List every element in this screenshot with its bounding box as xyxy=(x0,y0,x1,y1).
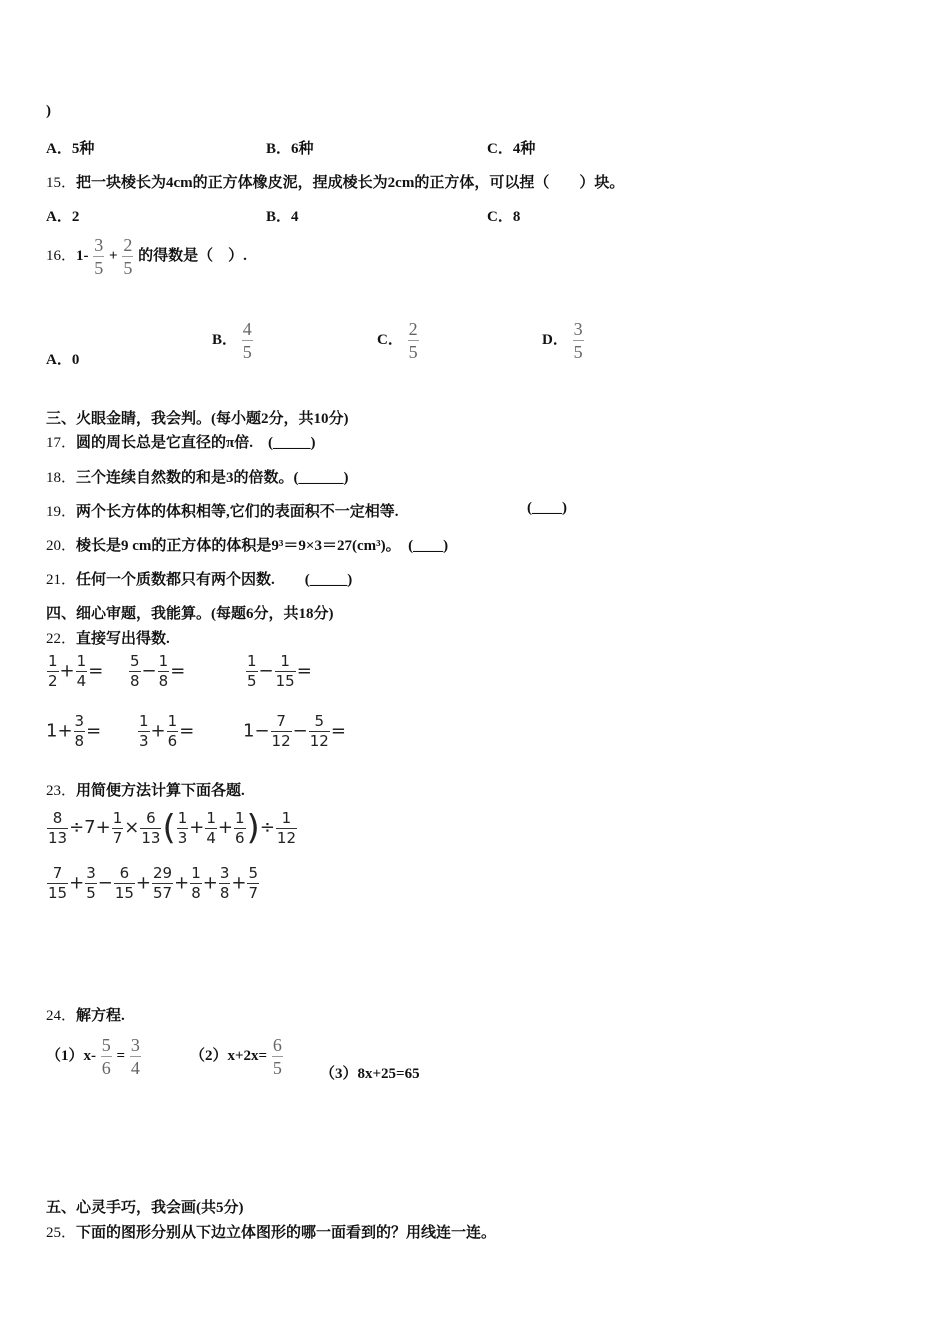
q22-expression-6: 1− $\frac{7}{12}$ − $\frac{5}{12}$ = xyxy=(243,712,346,750)
q14-tail: ) xyxy=(46,103,51,119)
q16-number: 16． xyxy=(46,247,77,264)
section-3-title: 三、火眼金睛，我会判。(每小题2分，共10分) xyxy=(46,411,349,427)
q15-option-a: A．2 xyxy=(46,209,80,225)
q16-option-a: A．0 xyxy=(46,352,80,368)
q16-option-c-fraction: $\frac{2}{5}$ xyxy=(408,319,418,362)
q15-option-b: B．4 xyxy=(266,209,299,225)
q16-option-b-fraction: $\frac{4}{5}$ xyxy=(242,319,252,362)
q15-text: 把一块棱长为4cm的正方体橡皮泥，捏成棱长为2cm的正方体，可以捏（ ）块。 xyxy=(76,175,625,191)
q22-expression-3: $\frac{1}{5}$ − $\frac{1}{15}$ = xyxy=(247,652,312,690)
q22-expression-2: $\frac{5}{8}$ − $\frac{1}{8}$ = xyxy=(130,652,186,690)
q16-plus: + xyxy=(109,247,118,264)
q19: 19．两个长方体的体积相等,它们的表面积不一定相等. xyxy=(46,504,399,520)
q14-option-a: A．5种 xyxy=(46,141,95,157)
q16-option-b: B． $\frac{4}{5}$ xyxy=(212,319,252,362)
q23-question: 23．用简便方法计算下面各题. xyxy=(46,783,245,799)
q25-question: 25．下面的图形分别从下边立体图形的哪一面看到的？用线连一连。 xyxy=(46,1225,497,1241)
section-5-title: 五、心灵手巧，我会画(共5分) xyxy=(46,1200,244,1216)
q16-question xyxy=(46,236,247,277)
q16-option-d-fraction: $\frac{3}{5}$ xyxy=(573,319,583,362)
q16-suffix: 的得数是（ ）. xyxy=(138,247,247,264)
q16-fraction-2: $\frac{2}{5}$ xyxy=(123,235,133,278)
q17: 17．圆的周长总是它直径的π倍. (_____) xyxy=(46,435,316,451)
q14-option-b: B．6种 xyxy=(266,141,314,157)
q22-expression-1: $\frac{1}{2}$ + $\frac{1}{4}$ = xyxy=(48,652,104,690)
q16-option-c: C． $\frac{2}{5}$ xyxy=(377,319,418,362)
q22-question: 22．直接写出得数. xyxy=(46,631,170,647)
q16-prefix: 1- xyxy=(76,247,89,264)
q23-expression-2: $\frac{7}{15}$ + $\frac{3}{5}$ − $\frac{6}{15}$ + $\frac{29}{57}$ + $\frac{1}{8}$ + $\frac{3}{8}$ + $\frac{5}{7}$ xyxy=(48,864,259,902)
q24-equation-2: （2）x+2x= $\frac{6}{5}$ xyxy=(190,1035,282,1078)
q24-question: 24．解方程. xyxy=(46,1008,125,1024)
q22-expression-5: $\frac{1}{3}$ + $\frac{1}{6}$ = xyxy=(139,712,195,750)
q15-number: 15． xyxy=(46,175,77,191)
q20: 20．棱长是9 cm的正方体的体积是9³＝9×3＝27(cm³)。 (____) xyxy=(46,538,449,554)
q14-option-c: C．4种 xyxy=(487,141,536,157)
section-4-title: 四、细心审题，我能算。(每题6分，共18分) xyxy=(46,606,334,622)
q24-equation-1: （1）x- $\frac{5}{6}$ = $\frac{3}{4}$ xyxy=(46,1035,140,1078)
q18: 18．三个连续自然数的和是3的倍数。(______) xyxy=(46,470,349,486)
q21: 21．任何一个质数都只有两个因数. (_____) xyxy=(46,572,353,588)
q16-option-d: D． $\frac{3}{5}$ xyxy=(542,319,583,362)
q19-answer-blank: (____) xyxy=(527,500,567,516)
q15-question xyxy=(46,171,624,192)
q24-equation-3: （3）8x+25=65 xyxy=(320,1066,420,1082)
q16-fraction-1: $\frac{3}{5}$ xyxy=(94,235,104,278)
q15-option-c: C．8 xyxy=(487,209,521,225)
q22-expression-4: 1+ $\frac{3}{8}$ = xyxy=(46,712,102,750)
q23-expression-1: $\frac{8}{13}$ ÷7+ $\frac{1}{7}$ × $\frac{6}{13}$ ( $\frac{1}{3}$ + $\frac{1}{4}$ + $\frac{1}{6}$ )÷ $\frac{1}{12}$ xyxy=(48,808,296,848)
